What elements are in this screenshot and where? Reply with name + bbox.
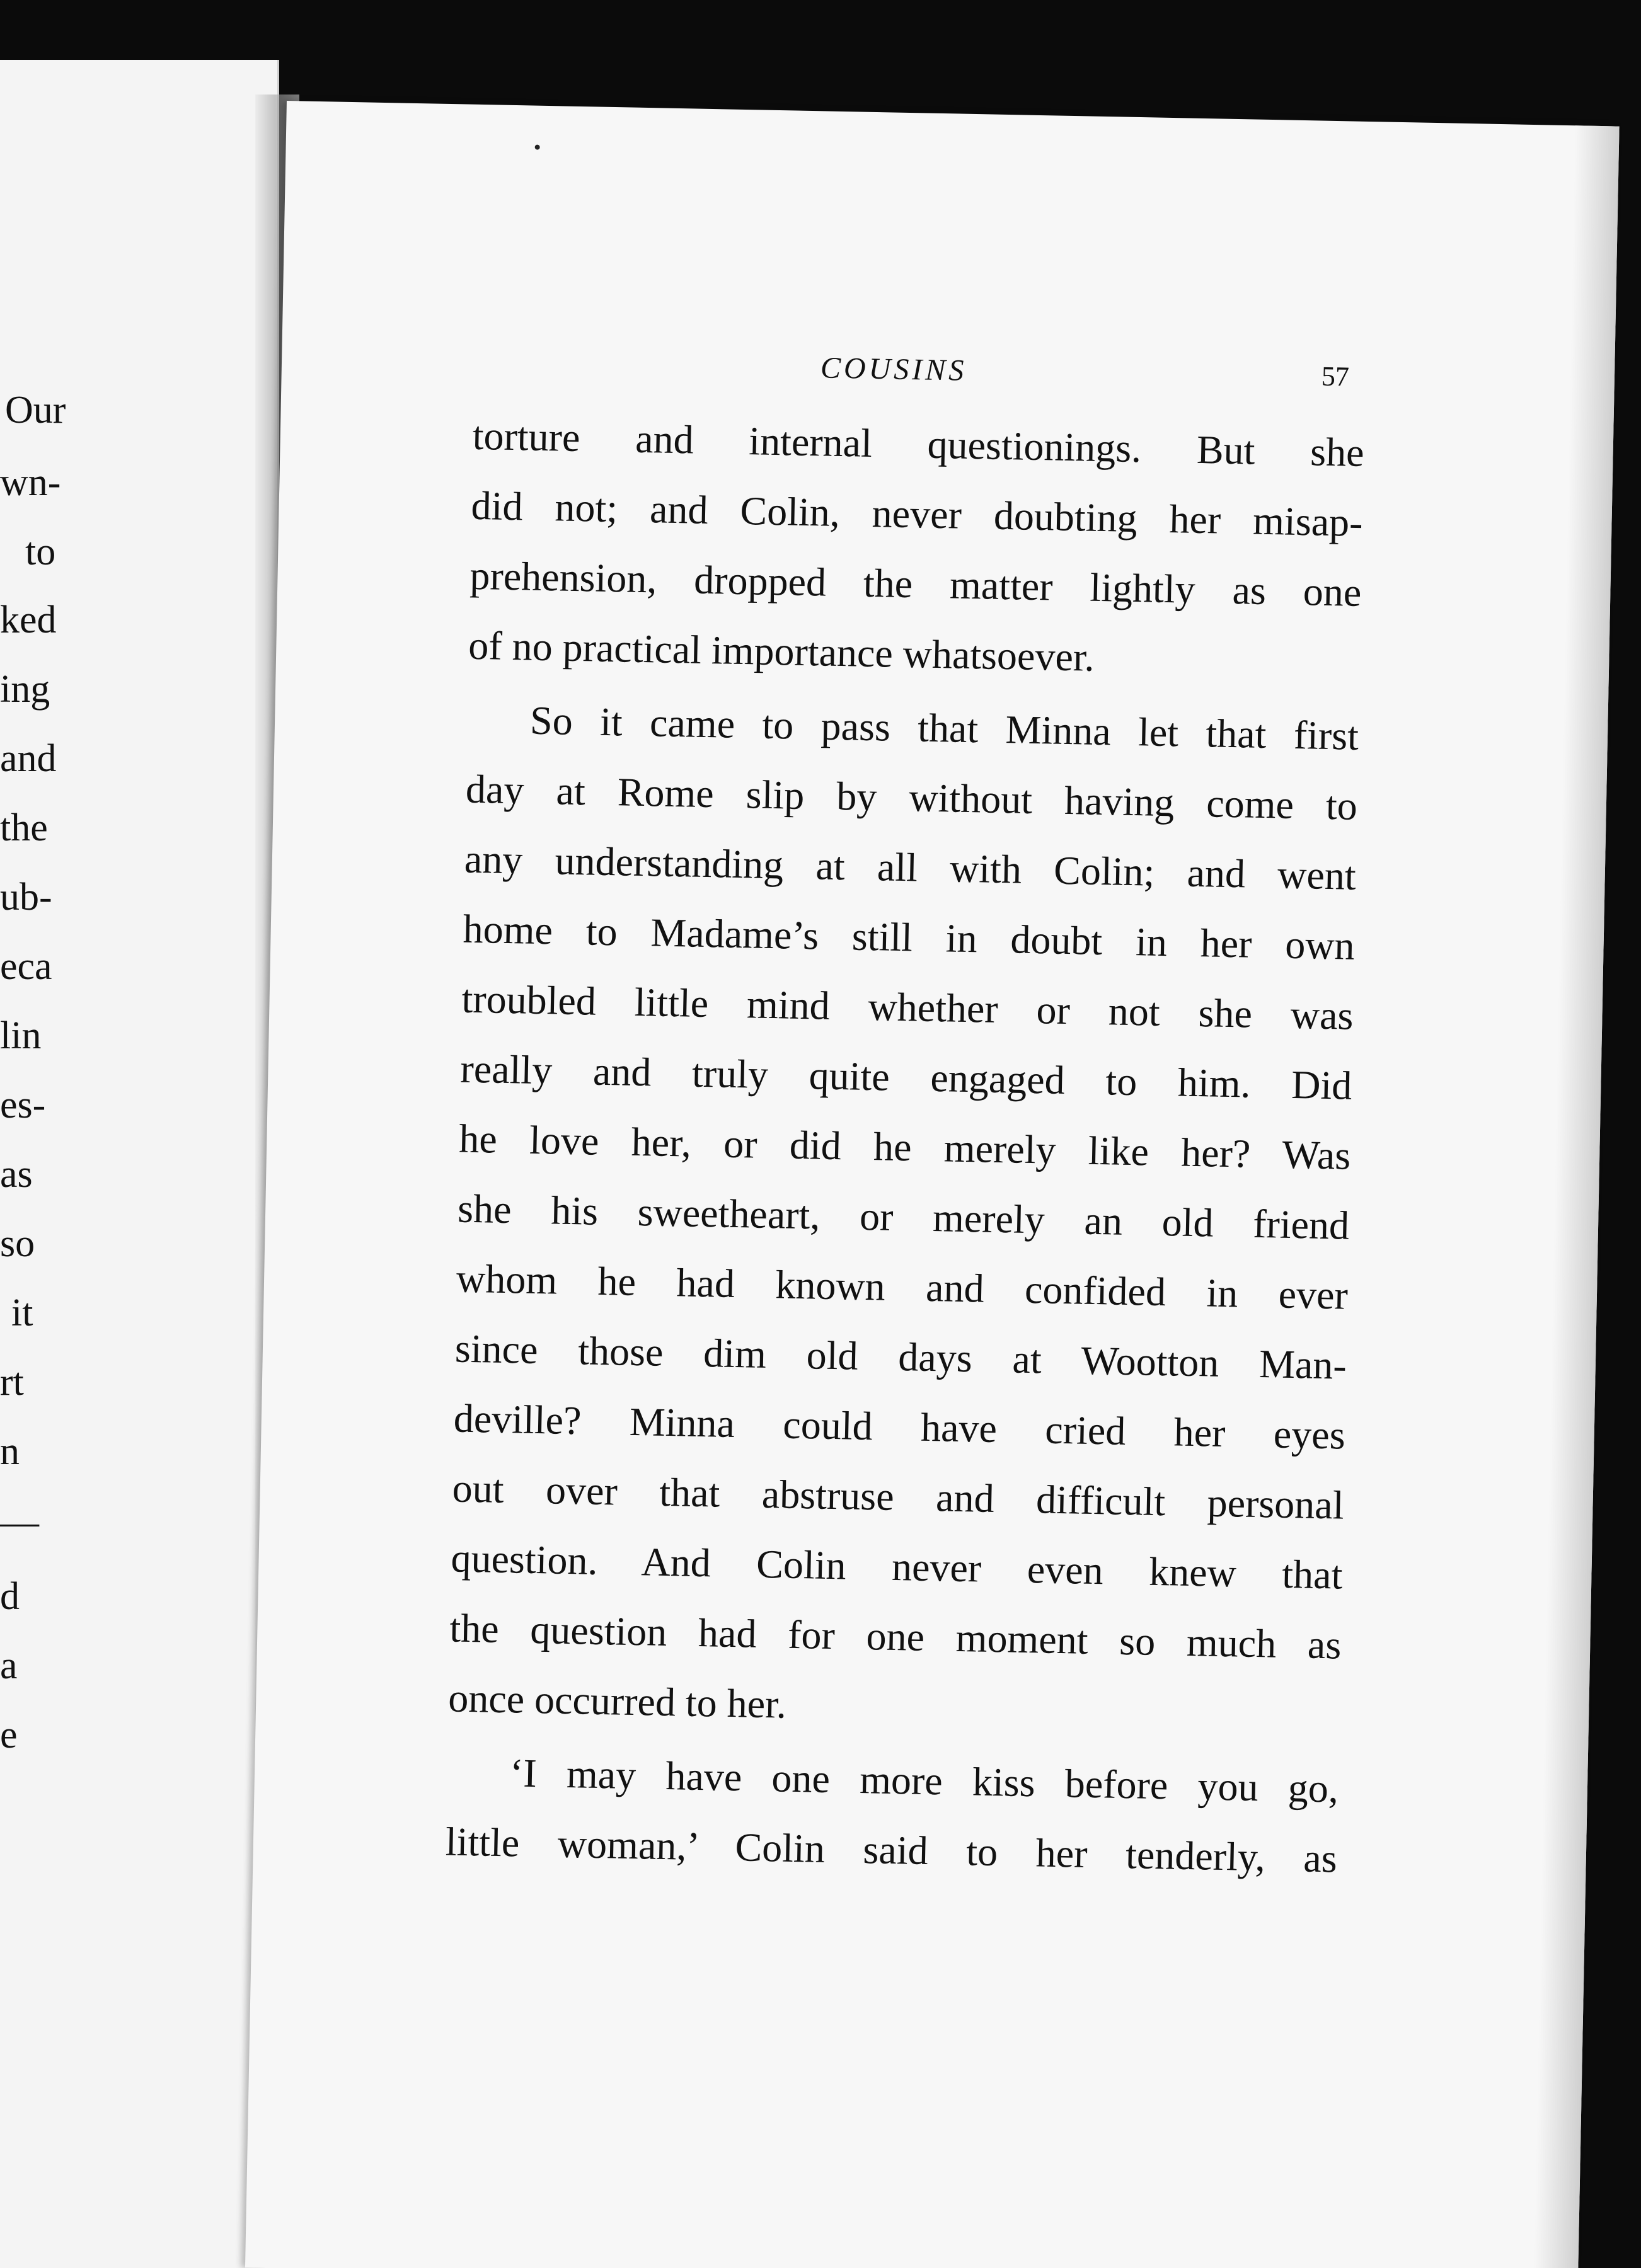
- left-page-line: as: [0, 1153, 33, 1196]
- left-page-line: —: [0, 1501, 39, 1544]
- text-line: since those dim old days at Wootton Man-: [454, 1326, 1347, 1388]
- text-line: out over that abstruse and difficult personal: [452, 1465, 1345, 1528]
- left-page-line: and: [0, 737, 57, 780]
- left-page-line: wn-: [0, 461, 61, 504]
- left-page-line: lin: [0, 1014, 42, 1057]
- text-line: prehension, dropped the matter lightly as one: [469, 553, 1362, 615]
- text-line: he love her, or did he merely like her? Was: [458, 1116, 1351, 1178]
- left-page-line: rt: [0, 1361, 24, 1404]
- left-page-line: ing: [0, 668, 50, 711]
- previous-page: [0, 60, 279, 2268]
- current-page: [245, 101, 1620, 2268]
- text-line: home to Madame’s still in doubt in her own: [463, 906, 1356, 968]
- text-line: deville? Minna could have cried her eyes: [453, 1395, 1346, 1458]
- left-page-line: a: [0, 1644, 18, 1687]
- text-line: the question had for one moment so much as: [449, 1605, 1342, 1668]
- text-line: she his sweetheart, or merely an old friend: [457, 1186, 1350, 1248]
- left-page-line: d: [0, 1575, 20, 1618]
- left-page-line: to: [25, 530, 56, 573]
- text-line: did not; and Colin, never doubting her misap-: [471, 483, 1364, 545]
- left-page-line: eca: [0, 945, 52, 988]
- text-line: whom he had known and confided in ever: [456, 1256, 1349, 1318]
- left-page-line: it: [11, 1292, 33, 1334]
- text-line: question. And Colin never even knew that: [450, 1535, 1344, 1598]
- text-line: So it came to pass that Minna let that first: [529, 697, 1359, 759]
- left-page-line: e: [0, 1714, 18, 1756]
- running-title: COUSINS: [820, 351, 967, 387]
- text-line: ‘I may have one more kiss before you go,: [509, 1750, 1339, 1811]
- left-page-line: es-: [0, 1084, 46, 1126]
- left-page-line: ked: [0, 598, 57, 641]
- left-page-line: Our: [5, 389, 66, 432]
- text-line: troubled little mind whether or not she was: [461, 976, 1354, 1038]
- left-page-line: so: [0, 1222, 35, 1265]
- running-head: [282, 340, 1615, 392]
- text-line: of no practical importance whatsoever.: [468, 622, 1095, 680]
- left-page-line: ub-: [0, 876, 52, 919]
- text-line: little woman,’ Colin said to her tenderly, as: [445, 1819, 1338, 1881]
- text-line: day at Rome slip by without having come to: [465, 766, 1358, 828]
- text-line: once occurred to her.: [447, 1675, 787, 1727]
- text-line: torture and internal questionings. But she: [472, 413, 1365, 475]
- text-line: any understanding at all with Colin; and went: [464, 836, 1357, 898]
- left-page-line: n: [0, 1430, 20, 1473]
- left-page-line: the: [0, 806, 48, 849]
- text-line: really and truly quite engaged to him. Did: [459, 1046, 1352, 1108]
- print-speck: [535, 145, 540, 150]
- body-text: [445, 401, 1365, 1894]
- page-number: 57: [1321, 360, 1350, 392]
